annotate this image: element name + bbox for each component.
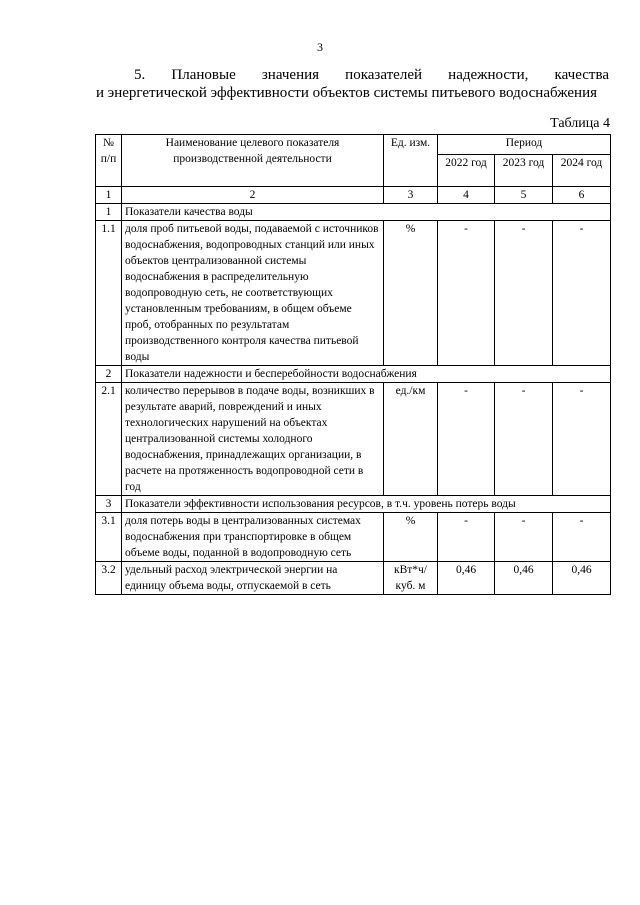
col-number: 2 xyxy=(122,187,384,204)
header-name: Наименование целевого показателя производственной деятельности xyxy=(122,135,384,187)
col-number: 5 xyxy=(495,187,553,204)
row-number: 2.1 xyxy=(96,383,122,496)
header-year-2023: 2023 год xyxy=(495,155,553,187)
indicator-unit: % xyxy=(384,221,438,366)
table-row xyxy=(96,221,611,366)
header-unit: Ед. изм. xyxy=(384,135,438,187)
page-number: 3 xyxy=(317,40,323,54)
indicator-unit: ед./км xyxy=(384,383,438,496)
section-row xyxy=(96,366,611,383)
row-number: 1.1 xyxy=(96,221,122,366)
table-row xyxy=(96,562,611,595)
col-number: 4 xyxy=(438,187,495,204)
indicator-unit: % xyxy=(384,513,438,562)
indicator-name: доля проб питьевой воды, подаваемой с источников водоснабжения, водопроводных станций или иных объектов централизованной системы водоснабжения в распределительную водопроводную сеть, не соответствующих установленным требованиям, в общем объеме проб, отобранных по результатам производственного контроля качества питьевой воды xyxy=(122,221,384,366)
value-2023: - xyxy=(495,221,553,366)
header-num: № п/п xyxy=(96,135,122,187)
value-2024: - xyxy=(553,513,611,562)
row-number: 3.1 xyxy=(96,513,122,562)
table-row xyxy=(96,383,611,496)
section-title: Показатели качества воды xyxy=(122,204,611,221)
indicator-name: количество перерывов в подаче воды, возникших в результате аварий, повреждений и иных технологических нарушений на объектах централизованной системы холодного водоснабжения, принадлежащих организации, в расчете на протяженность водопроводной сети в год xyxy=(122,383,384,496)
section-heading xyxy=(96,66,609,102)
value-2024: - xyxy=(553,221,611,366)
header-period: Период xyxy=(438,135,611,155)
indicators-table xyxy=(95,134,611,595)
value-2022: - xyxy=(438,221,495,366)
value-2022: - xyxy=(438,383,495,496)
heading-line-2: и энергетической эффективности объектов системы питьевого водоснабжения xyxy=(96,85,598,101)
header-year-2022: 2022 год xyxy=(438,155,495,187)
row-number: 3 xyxy=(96,496,122,513)
value-2023: 0,46 xyxy=(495,562,553,595)
row-number: 3.2 xyxy=(96,562,122,595)
row-number: 2 xyxy=(96,366,122,383)
value-2024: - xyxy=(553,383,611,496)
table-caption: Таблица 4 xyxy=(550,116,610,131)
header-year-2024: 2024 год xyxy=(553,155,611,187)
heading-line-1: 5. Плановые значения показателей надежности, качества xyxy=(134,67,609,83)
col-number: 3 xyxy=(384,187,438,204)
value-2022: 0,46 xyxy=(438,562,495,595)
value-2024: 0,46 xyxy=(553,562,611,595)
section-title: Показатели надежности и бесперебойности водоснабжения xyxy=(122,366,611,383)
col-number: 6 xyxy=(553,187,611,204)
indicator-name: удельный расход электрической энергии на единицу объема воды, отпускаемой в сеть xyxy=(122,562,384,595)
value-2023: - xyxy=(495,383,553,496)
value-2023: - xyxy=(495,513,553,562)
col-number: 1 xyxy=(96,187,122,204)
section-row xyxy=(96,204,611,221)
row-number: 1 xyxy=(96,204,122,221)
section-row xyxy=(96,496,611,513)
column-numbers-row xyxy=(96,187,611,204)
indicator-name: доля потерь воды в централизованных системах водоснабжения при транспортировке в общем объеме воды, поданной в водопроводную сеть xyxy=(122,513,384,562)
value-2022: - xyxy=(438,513,495,562)
indicator-unit: кВт*ч/ куб. м xyxy=(384,562,438,595)
table-row xyxy=(96,513,611,562)
section-title: Показатели эффективности использования ресурсов, в т.ч. уровень потерь воды xyxy=(122,496,611,513)
